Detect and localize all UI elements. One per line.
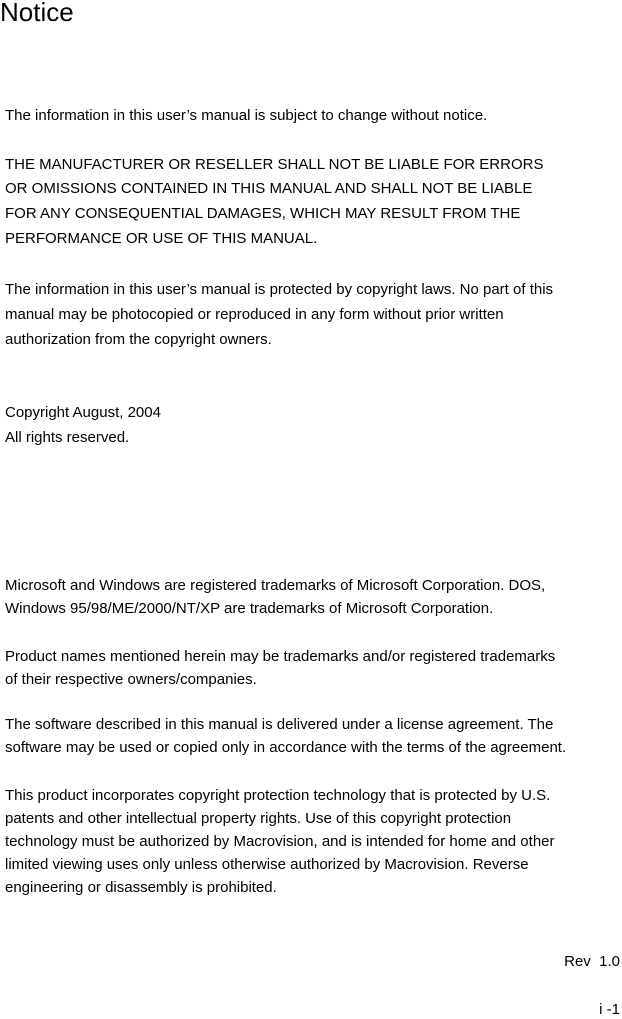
text-line: patents and other intellectual property rights. Use of this copyright protection xyxy=(5,810,512,827)
page-number: i -1 xyxy=(599,1001,620,1018)
text-line: manual may be photocopied or reproduced in any form without prior written xyxy=(5,306,504,323)
text-line: THE MANUFACTURER OR RESELLER SHALL NOT BE LIABLE FOR ERRORS xyxy=(5,156,544,173)
text-line: Windows 95/98/ME/2000/NT/XP are trademarks of Microsoft Corporation. xyxy=(5,600,494,617)
text-line: OR OMISSIONS CONTAINED IN THIS MANUAL AND SHALL NOT BE LIABLE xyxy=(5,180,533,197)
text-line: This product incorporates copyright protection technology that is protected by U.S. xyxy=(5,787,551,804)
revision-label: Rev 1.0 xyxy=(564,953,620,970)
text-line: limited viewing uses only unless otherwise authorized by Macrovision. Reverse xyxy=(5,856,529,873)
text-line: software may be used or copied only in accordance with the terms of the agreement. xyxy=(5,739,567,756)
text-line: of their respective owners/companies. xyxy=(5,671,257,688)
text-line: All rights reserved. xyxy=(5,429,130,446)
text-line: Product names mentioned herein may be trademarks and/or registered trademarks xyxy=(5,648,556,665)
text-line: technology must be authorized by Macrovision, and is intended for home and other xyxy=(5,833,555,850)
page-title: Notice xyxy=(0,0,74,27)
text-line: Microsoft and Windows are registered trademarks of Microsoft Corporation. DOS, xyxy=(5,577,546,594)
text-line: Copyright August, 2004 xyxy=(5,404,161,421)
text-line: engineering or disassembly is prohibited. xyxy=(5,879,277,896)
text-line: PERFORMANCE OR USE OF THIS MANUAL. xyxy=(5,230,318,247)
text-line: The software described in this manual is delivered under a license agreement. The xyxy=(5,716,554,733)
text-line: authorization from the copyright owners. xyxy=(5,331,272,348)
text-line: The information in this user’s manual is subject to change without notice. xyxy=(5,107,488,124)
text-line: FOR ANY CONSEQUENTIAL DAMAGES, WHICH MAY RESULT FROM THE xyxy=(5,205,521,222)
text-line: The information in this user’s manual is protected by copyright laws. No part of this xyxy=(5,281,554,298)
